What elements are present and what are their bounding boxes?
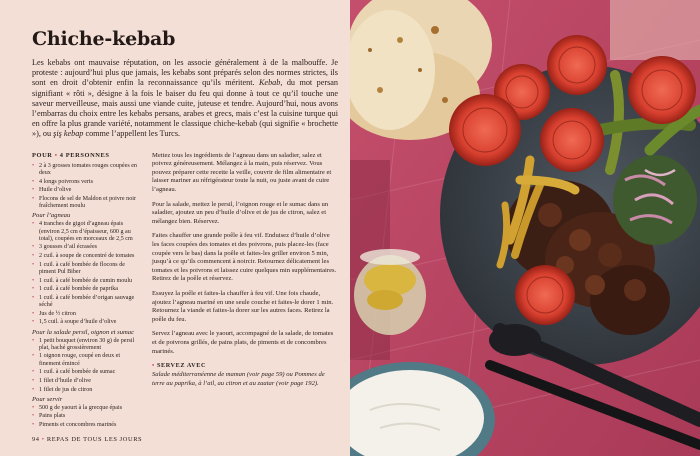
ingredient-item: • 1,5 cuil. à soupe d’huile d’olive [32,319,140,326]
bullet-dot: • [152,362,155,370]
ingredient-item: • 1 oignon rouge, coupé en deux et finement émincé [32,353,140,368]
ingredient-item: • 1 cuil. à café bombée de paprika [32,286,140,293]
ingredient-item: • 500 g de yaourt à la grecque épais [32,405,140,412]
bullet-dot: • [41,436,45,443]
ingredient-item: • 2 à 3 grosses tomates rouges coupées en deux [32,163,140,178]
method-column [152,152,338,431]
method-step: Servez l’agneau avec le yaourt, accompagné de la salade, de tomates et de poivrons grillés, de pains plats, de piments et de concombres marinés. [152,330,334,355]
serve-with-text: Salade méditerranéenne de maman (voir page 59) ou Pommes de terre au paprika, à l’ail, au citron et au zaatar (voir page 192). [152,371,325,387]
onion-salad [613,155,697,245]
method-step: Faites chauffer une grande poêle à feu vif. Enduisez d’huile d’olive les faces coupées des tomates et des poivrons, puis placez-les (face coupée vers le bas) dans la poêle et faites-les griller environ 5 min, jusqu’à ce qu’ils commencent à noircir. Retournez délicatement les tomates et les poivrons et laissez cuire quelques min supplémentaires. Retirez de la poêle et réservez. [152,232,337,283]
ingredient-item: • 1 cuil. à café bombée de flocons de piment Pul Biber [32,262,140,277]
ingredient-item: • 1 cuil. à café bombée de sumac [32,369,140,376]
page-footer [32,436,142,443]
method-step: Mettez tous les ingrédients de l’agneau dans un saladier, salez et poivrez généreusement. Mélangez à la main, puis réservez. Vous pouvez préparer cette recette la veille, couvrir de film alimentaire et laisser mariner au réfrigérateur toute la nuit, ou juste avant de cuire l’agneau. [152,151,332,193]
servings-heading [32,152,140,159]
ingredient-item: • 1 filet de jus de citron [32,387,140,394]
photo-page [350,0,700,456]
ingredients-column [32,152,140,431]
ingredient-item: • 2 cuil. à soupe de concentré de tomates [32,253,140,260]
serve-with-heading [152,362,338,369]
ingredient-item: • 3 gousses d’ail écrasées [32,244,140,251]
wood-corner [610,0,700,60]
intro-italic-sis-kebap: şiş kebap [53,129,84,139]
servings-suffix: 4 PERSONNES [59,151,110,159]
ingredient-item: • 1 cuil. à café bombée d’origan sauvage séché [32,295,140,310]
ingredient-item: • Huile d’olive [32,187,140,194]
method-step: Pour la salade, mettez le persil, l’oignon rouge et le sumac dans un saladier, ajoutez un peu d’huile d’olive et de jus de citron, salez et mélangez bien. Réservez. [152,200,329,225]
ingredient-item: • 1 cuil. à café bombée de cumin moulu [32,278,140,285]
running-title: REPAS DE TOUS LES JOURS [46,436,143,443]
ingredients-salade-list [32,338,140,394]
agneau-subheading: Pour l’agneau [32,212,71,220]
servings-prefix: POUR [32,151,53,159]
method-step: Essuyez la poêle et faites-la chauffer à feu vif. Une fois chaude, ajoutez l’agneau mariné en une seule couche et faites-le dorer 1 min. Retournez la viande et faites-la dorer sur les autres faces. Retirez la poêle du feu. [152,289,334,323]
servir-subheading: Pour servir [32,395,63,403]
intro-text-3: comme l’appellent les Turcs. [83,129,181,139]
ingredients-agneau-list [32,221,140,326]
recipe-title: Chiche-kebab [32,28,176,50]
ingredient-item: • 4 tranches de gigot d’agneau épais (environ 2,5 cm d’épaisseur, 600 g au total), coupées en morceaux de 2,5 cm [32,221,140,243]
ingredient-item: • 1 filet d’huile d’olive [32,378,140,385]
ingredients-main-list [32,163,140,211]
intro-text-2: , du mot persan signifiant « rôti », désigne à la fois le baiser du feu qui donne à tout ce qu’il touche une saveur merveilleuse, mais aussi une viande cuite, juteuse et tendre. Aujourd’hui, nous avons l’embarras du choix entre les kebabs persans, arabes et grecs, mais c’est la cuisine turque qui en offre la plus grande variété, notamment le classique chiche-kebab (qui signifie « brochette »), ou [32,78,338,139]
ingredient-item: • Jus de ½ citron [32,311,140,318]
ingredients-servir-list [32,405,140,429]
bullet-dot: • [54,151,58,159]
recipe-columns [32,152,338,431]
ingredient-item: • Flocons de sel de Maldon et poivre noir fraîchement moulu [32,196,140,211]
ingredient-item: • Piments et concombres marinés [32,422,140,429]
serve-with-label: SERVEZ AVEC [156,362,207,370]
ingredient-item: • 1 petit bouquet (environ 30 g) de persil plat, haché grossièrement [32,338,140,353]
page-number: 94 [32,436,40,443]
intro-text-1: Les kebabs ont mauvaise réputation, on les associe généralement à de la malbouffe. Je proteste : aujourd’hui plus que jamais, les kebabs sont préparés selon des normes strictes, ils sont en droit d’obtenir enfin la reconnaissance qu’ils méritent. [32,58,338,88]
intro-italic-kebab: Kebab [258,78,281,88]
ingredient-item: • 4 longs poivrons verts [32,179,140,186]
food-photo [350,0,700,456]
recipe-intro [32,58,338,140]
ingredient-item: • Pains plats [32,413,140,420]
salade-subheading: Pour la salade persil, oignon et sumac [32,328,135,336]
